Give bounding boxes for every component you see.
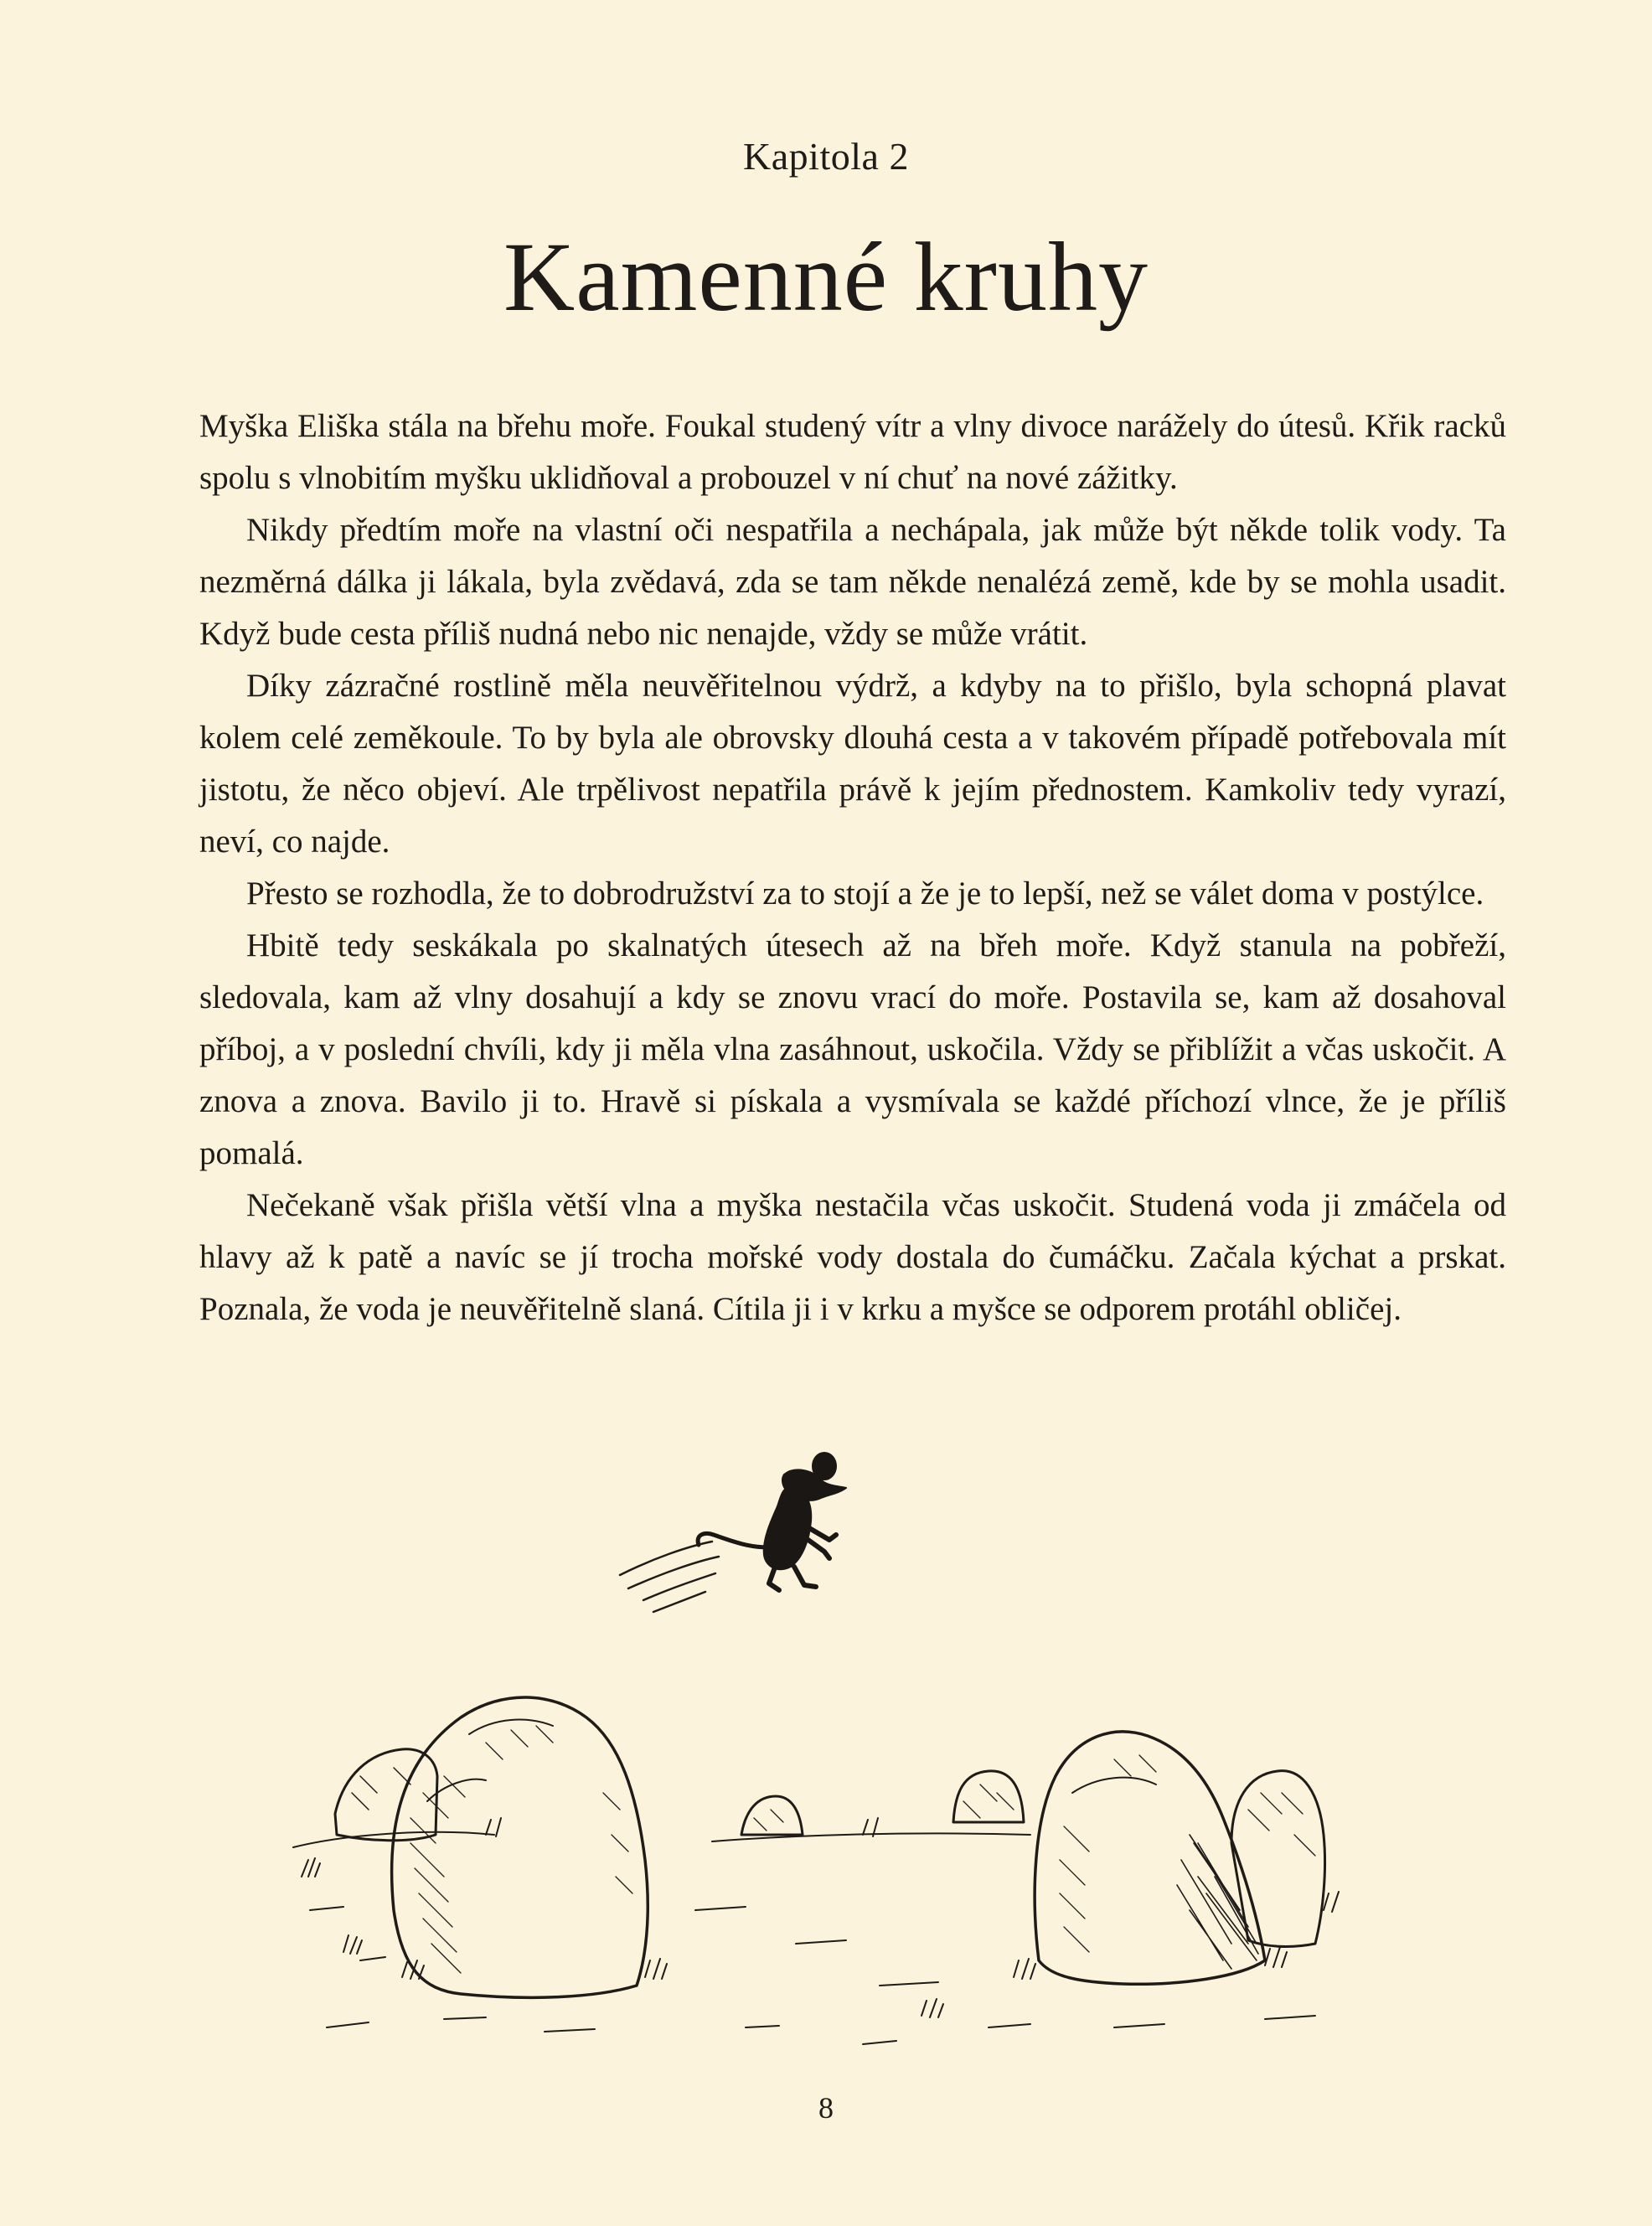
large-right-stone [1035,1732,1265,1984]
back-left-stone [335,1749,437,1841]
chapter-title: Kamenné kruhy [503,222,1149,332]
paragraph: Přesto se rozhodla, že to dobrodružství za to stojí a že je to lepší, než se válet doma v postýlce. [246,875,1484,912]
paragraph: Díky zázračné rostlině měla neuvěřitelnou výdrž, a kdyby na to přišlo, byla schopná plavat kolem celé zeměkoule. To by byla ale obrovsky dlouhá cesta a v takovém případě potřebovala mít jistotu, že něco objeví. Ale trpělivost nepatřila právě k jejím přednostem. Kamkoliv tedy vyrazí, neví, co najde. [199,668,1506,860]
distant-stone [953,1771,1024,1822]
back-right-stone [1231,1771,1325,1947]
chapter-body-text [199,400,1506,1335]
paragraph: Nikdy předtím moře na vlastní oči nespatřila a nechápala, jak může být někde tolik vody. Ta nezměrná dálka ji lákala, byla zvědavá, zda se tam někde nenalézá země, kde by se mohla usadit. Když bude cesta příliš nudná nebo nic nenajde, vždy se může vrátit. [199,512,1506,652]
page-number: 8 [818,2091,834,2125]
ground-texture [293,1832,1315,2044]
chapter-label: Kapitola 2 [743,135,909,178]
paragraph: Myška Eliška stála na břehu moře. Foukal studený vítr a vlny divoce narážely do útesů. Křik racků spolu s vlnobitím myšku uklidňoval a probouzel v ní chuť na nové zážitky. [199,408,1506,496]
large-left-stone [392,1697,648,1997]
paragraph: Hbitě tedy seskákala po skalnatých útesech až na břeh moře. Když stanula na pobřeží, sledovala, kam až vlny dosahují a kdy se znovu vrací do moře. Postavila se, kam až dosahoval příboj, a v poslední chvíli, kdy ji měla vlna zasáhnout, uskočila. Vždy se přiblížit a včas uskočit. A znova a znova. Bavilo ji to. Hravě si pískala a vysmívala se každé příchozí vlnce, že je příliš pomalá. [199,927,1506,1171]
mouse-silhouette [698,1453,846,1590]
jump-motion-lines [620,1542,719,1612]
grass-tufts [302,1818,1339,2017]
paragraph: Nečekaně však přišla větší vlna a myška nestačila včas uskočit. Studená voda ji zmáčela od hlavy až k patě a navíc se jí trocha mořské vody dostala do čumáčku. Začala kýchat a prskat. Poznala, že voda je neuvěřitelně slaná. Cítila ji i v krku a myšce se odporem protáhl obličej. [199,1187,1506,1327]
stone-circle-mouse-illustration [276,1441,1391,2061]
distant-stone [741,1796,803,1835]
